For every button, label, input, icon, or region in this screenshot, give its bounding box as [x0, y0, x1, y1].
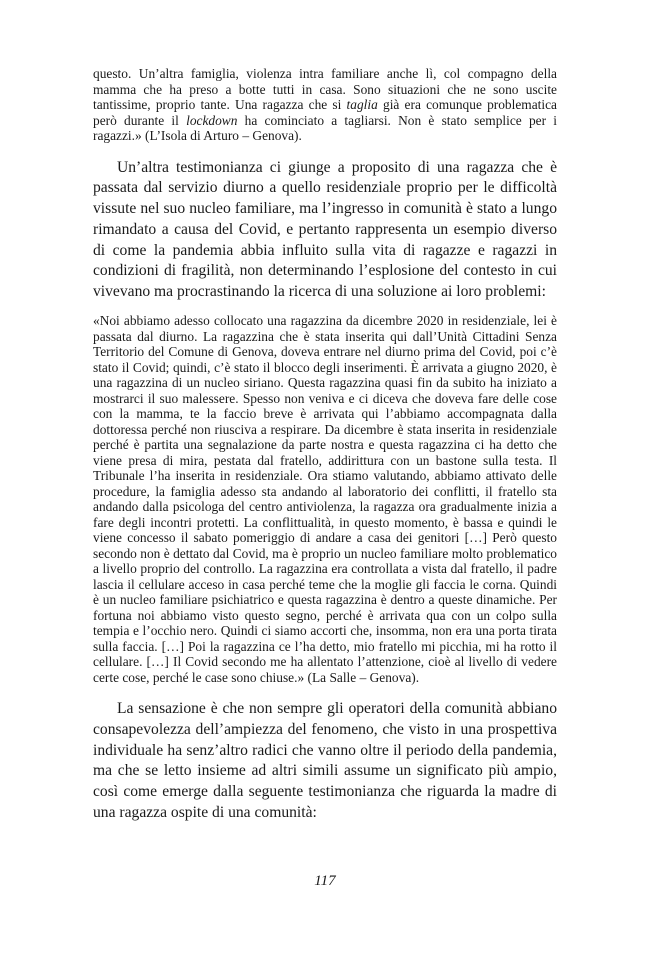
body-paragraph-2: La sensazione è che non sempre gli operatori della comunità abbiano consapevolezza dell’ampiezza del fenomeno, che visto in una prospettiva individuale ha senz’altro radici che vanno oltre il periodo della pandemia, ma che se letto insieme ad altri simili assume un significato più ampio, così come emerge dalla seguente testimonianza che riguarda la madre di una ragazza ospite di una comunità: — [93, 700, 557, 822]
body-paragraph-1: Un’altra testimonianza ci giunge a proposito di una ragazza che è passata dal servizio diurno a quello residenziale proprio per le difficoltà vissute nel suo nucleo familiare, ma l’ingresso in comunità è stato a lungo rimandato a causa del Covid, e pertanto rappresenta un esempio diverso di come la pandemia abbia influito sulla vita di ragazze e ragazzi in condizioni di fragilità, non determinando l’esplosione del contesto in cui vivevano ma procrastinando la ricerca di una soluzione ai loro problemi: — [93, 158, 557, 301]
quote-top — [93, 66, 557, 144]
quote-main: «Noi abbiamo adesso collocato una ragazzina da dicembre 2020 in residenziale, lei è passata dal diurno. La ragazzina che è stata inserita qui dall’Unità Cittadini Senza Territorio del Comune di Genova, doveva entrare nel diurno prima del Covid, poi c’è stato il Covid; quindi, c’è stato il blocco degli inserimenti. È arrivata a giugno 2020, è una ragazzina di un nucleo siriano. Questa ragazzina quasi fin da subito ha iniziato a mostrarci il suo malessere. Spesso non veniva e ci diceva che doveva fare delle cose con la mamma, te la faccio breve è arrivata qui l’abbiamo accompagnata dalla dottoressa perché non riusciva a respirare. Da dicembre è stata inserita in residenziale perché è partita una segnalazione da parte nostra e questa ragazzina ci ha detto che viene presa di mira, pestata dal fratello, addirittura con un bastone sulla testa. Il Tribunale l’ha inserita in residenziale. Ora stiamo valutando, abbiamo attivato delle procedure, la famiglia adesso sta andando al laboratorio dei conflitti, il fratello sta andando dalla psicologa del centro antiviolenza, la ragazza ora gradualmente inizia a fare degli incontri protetti. La conflittualità, in questo momento, è bassa e quindi le viene concesso il sabato pomeriggio di andare a casa dei genitori […] Però questo secondo non è dettato dal Covid, ma è proprio un nucleo familiare molto problematico a livello proprio del controllo. La ragazzina era controllata a vista dal fratello, il padre lascia il cellulare acceso in casa perché teme che la moglie gli faccia le corna. Quindi è un nucleo familiare psichiatrico e questa ragazzina è dentro a queste dinamiche. Per fortuna noi abbiamo visto questo segno, perché è arrivata qua con un colpo sulla tempia e l’occhio nero. Quindi ci siamo accorti che, insomma, non era una porta tirata sulla faccia. […] Poi la ragazzina ce l’ha detto, mio fratello mi picchia, mi ha rotto il cellulare. […] Il Covid secondo me ha allentato l’attenzione, cioè al livello di vedere certe cose, perché le case sono chiuse.» (La Salle – Genova). — [93, 313, 557, 685]
quote-top-italic-taglia: taglia — [346, 97, 378, 112]
page-number: 117 — [314, 873, 336, 889]
quote-top-italic-lockdown: lockdown — [186, 112, 238, 128]
quote-top-text-2: già era comunque problematica però durante il — [93, 97, 557, 128]
page-content — [93, 66, 557, 824]
quote-top-text-1: questo. Un’altra famiglia, violenza intra familiare anche lì, col compagno della mamma che ha preso a botte tutti in casa. Sono situazioni che ne sono uscite tantissime, proprio tante. Una ragazza che si — [93, 66, 557, 112]
quote-top-text-3: ha cominciato a tagliarsi. Non è stato semplice per i ragazzi.» (L’Isola di Arturo – Genova). — [93, 112, 557, 143]
